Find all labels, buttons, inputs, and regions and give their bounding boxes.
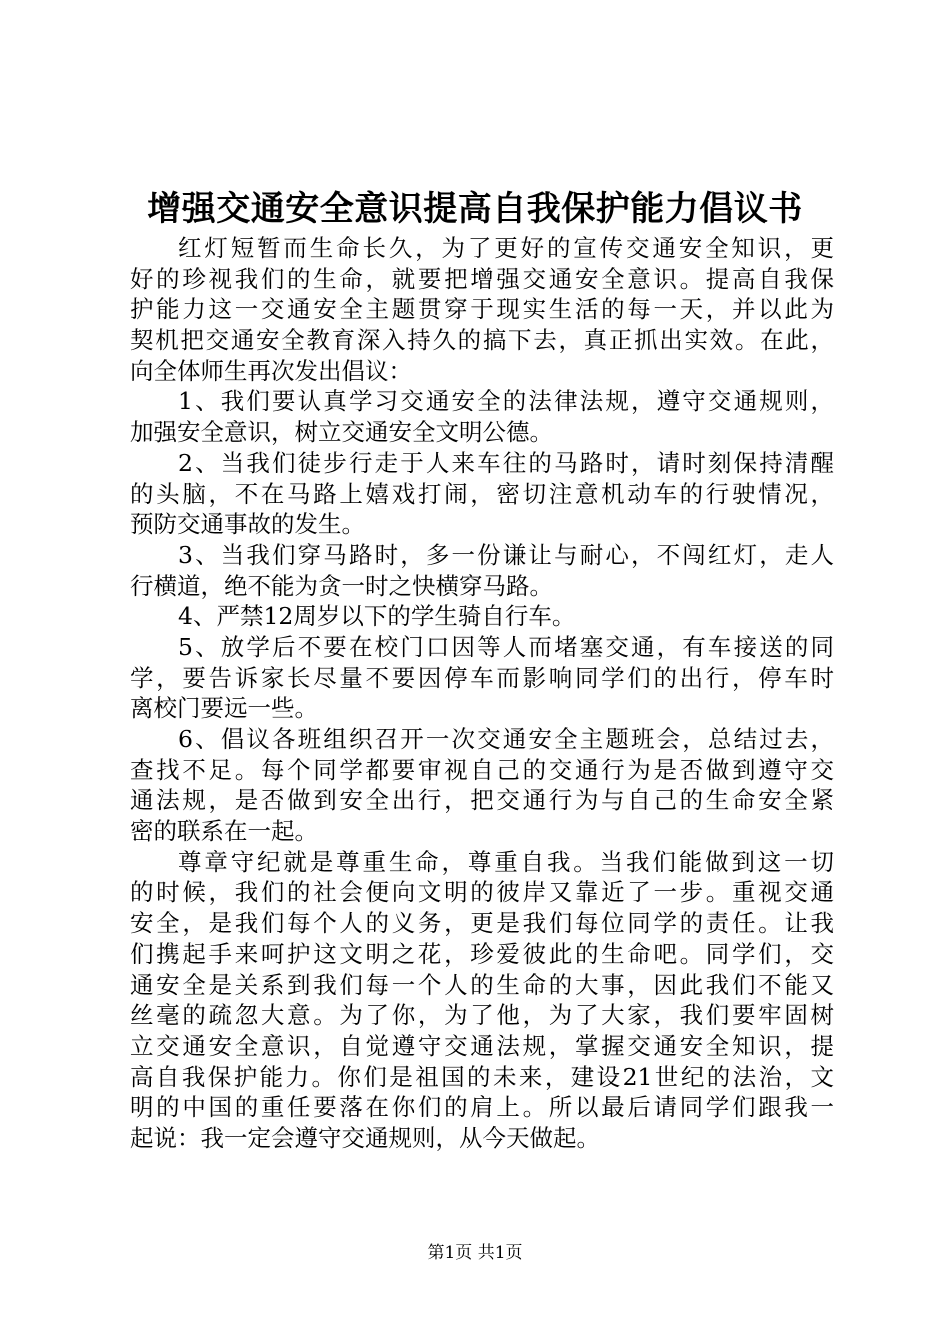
body-line: 预防交通事故的发生。 — [130, 510, 365, 539]
document-title: 增强交通安全意识提高自我保护能力倡议书 — [147, 189, 803, 229]
body-line: 向全体师生再次发出倡议： — [130, 356, 412, 385]
body-line: 6、倡议各班组织召开一次交通安全主题班会，总结过去， — [178, 725, 834, 753]
body-line: 加强安全意识，树立交通安全文明公德。 — [130, 418, 553, 447]
body-line: 护能力这一交通安全主题贯穿于现实生活的每一天，并以此为 — [130, 295, 834, 324]
body-line: 查找不足。每个同学都要审视自己的交通行为是否做到遵守交 — [130, 755, 834, 784]
body-line: 们携起手来呵护这文明之花，珍爱彼此的生命吧。同学们，交 — [130, 939, 834, 968]
body-line: 的头脑，不在马路上嬉戏打闹，密切注意机动车的行驶情况， — [130, 479, 834, 508]
body-line: 3、当我们穿马路时，多一份谦让与耐心，不闯红灯，走人 — [178, 540, 834, 569]
body-line: 离校门要远一些。 — [130, 694, 318, 723]
body-line: 4、严禁12周岁以下的学生骑自行车。 — [178, 602, 576, 631]
body-line: 红灯短暂而生命长久，为了更好的宣传交通安全知识，更 — [178, 234, 834, 262]
body-line: 明的中国的重任要落在你们的肩上。所以最后请同学们跟我一 — [130, 1093, 834, 1122]
body-line: 尊章守纪就是尊重生命，尊重自我。当我们能做到这一切 — [178, 847, 834, 876]
body-line: 丝毫的疏忽大意。为了你，为了他，为了大家，我们要牢固树 — [130, 1001, 834, 1030]
body-line: 5、放学后不要在校门口因等人而堵塞交通，有车接送的同 — [178, 632, 834, 661]
body-line: 好的珍视我们的生命，就要把增强交通安全意识。提高自我保 — [130, 264, 834, 293]
body-line: 1、我们要认真学习交通安全的法律法规，遵守交通规则， — [178, 387, 834, 416]
body-line: 高自我保护能力。你们是祖国的未来，建设21世纪的法治，文 — [130, 1062, 834, 1091]
body-line: 学，要告诉家长尽量不要因停车而影响同学们的出行，停车时 — [130, 663, 834, 692]
body-line: 的时候，我们的社会便向文明的彼岸又靠近了一步。重视交通 — [130, 878, 834, 907]
body-line: 通法规，是否做到安全出行，把交通行为与自己的生命安全紧 — [130, 786, 834, 815]
body-line: 密的联系在一起。 — [130, 817, 318, 846]
body-line: 2、当我们徒步行走于人来车往的马路时，请时刻保持清醒 — [178, 448, 834, 477]
body-line: 契机把交通安全教育深入持久的搞下去，真正抓出实效。在此， — [130, 326, 834, 355]
page-footer: 第1页 共1页 — [427, 1243, 523, 1263]
document-body — [130, 233, 834, 1154]
body-line: 行横道，绝不能为贪一时之快横穿马路。 — [130, 571, 553, 600]
body-line: 安全，是我们每个人的义务，更是我们每位同学的责任。让我 — [130, 909, 834, 938]
body-line: 通安全是关系到我们每一个人的生命的大事，因此我们不能又 — [130, 970, 834, 999]
body-line: 起说：我一定会遵守交通规则，从今天做起。 — [130, 1123, 600, 1152]
body-line: 立交通安全意识，自觉遵守交通法规，掌握交通安全知识，提 — [130, 1031, 834, 1060]
